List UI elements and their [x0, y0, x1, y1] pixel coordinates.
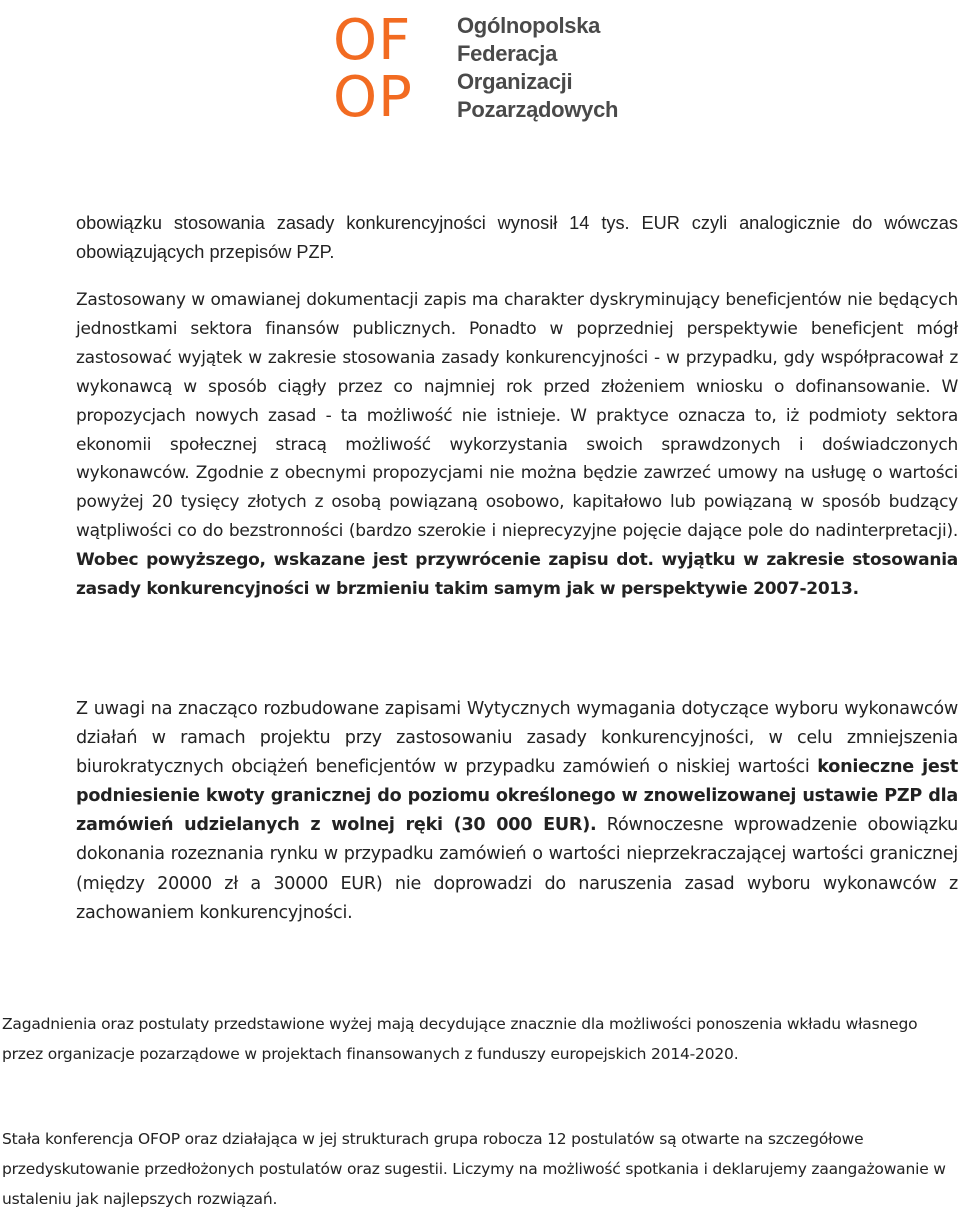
logo-word: Pozarządowych: [457, 97, 619, 122]
paragraph-discrimination: [76, 286, 958, 604]
paragraph-text: Z uwagi na znacząco rozbudowane zapisami Wytycznych wymagania dotyczące wyboru wykonawców działań w ramach projektu przy zastosowaniu zasady konkurencyjności, w celu zmniejszenia biurokratycznych obciążeń beneficjentów w przypadku zamówień o niskiej wartości: [76, 699, 958, 778]
paragraph-invitation: Stała konferencja OFOP oraz działająca w jej strukturach grupa robocza 12 postulatów są otwarte na szczegółowe przedyskutowanie przedłożonych postulatów oraz sugestii. Liczymy na możliwość spotkania i deklarujemy zaangażowanie w ustaleniu jak najlepszych rozwiązań.: [2, 1130, 946, 1208]
logo-word: Organizacji: [457, 69, 573, 94]
logo-mark: [333, 8, 451, 130]
paragraph-text: Zastosowany w omawianej dokumentacji zapis ma charakter dyskryminujący beneficjentów nie będących jednostkami sektora finansów publicznych. Ponadto w poprzedniej perspektywie beneficjent mógł zastosować wyjątek w zakresie stosowania zasady konkurencyjności - w przypadku, gdy współpracował z wykonawcą w sposób ciągły przez co najmniej rok przed złożeniem wniosku o dofinansowanie. W propozycjach nowych zasad - ta możliwość nie istnieje. W praktyce oznacza to, iż podmioty sektora ekonomii społecznej stracą możliwość wykorzystania swoich sprawdzonych i doświadczonych wykonawców. Zgodnie z obecnymi propozycjami nie można będzie zawrzeć umowy na usługę o wartości powyżej 20 tysięcy złotych z osobą powiązaną osobowo, kapitałowo lub powiązaną w sposób budzący wątpliwości co do bezstronności (bardzo szerokie i nieprecyzyjne pojęcie dające pole do nadinterpretacji).: [76, 290, 958, 542]
paragraph-bold-conclusion: konieczne jest podniesienie kwoty granicznej do poziomu określonego w znowelizowanej ustawie PZP dla zamówień udzielanych z wolnej ręki (30 000 EUR).: [76, 757, 958, 836]
logo-wordmark: [457, 12, 618, 124]
paragraph-threshold-increase: [76, 695, 958, 928]
ofop-logo: [333, 8, 623, 138]
paragraph-text: Równoczesne wprowadzenie obowiązku dokonania rozeznania rynku w przypadku zamówień o wartości nieprzekraczającej wartości granicznej (między 20000 zł a 30000 EUR) nie doprowadzi do naruszenia zasad wyboru wykonawców z zachowaniem konkurencyjności.: [76, 815, 958, 923]
logo-mark-line: OP: [333, 65, 413, 130]
logo-mark-line: OF: [333, 8, 412, 73]
paragraph-bold-conclusion: Wobec powyższego, wskazane jest przywrócenie zapisu dot. wyjątku w zakresie stosowania zasady konkurencyjności w brzmieniu takim samym jak w perspektywie 2007-2013.: [76, 550, 958, 600]
paragraph-threshold: obowiązku stosowania zasady konkurencyjności wynosił 14 tys. EUR czyli analogicznie do wówczas obowiązujących przepisów PZP.: [76, 213, 958, 262]
paragraph-summary: Zagadnienia oraz postulaty przedstawione wyżej mają decydujące znacznie dla możliwości ponoszenia wkładu własnego przez organizacje pozarządowe w projektach finansowanych z funduszy europejskich 2014-2020.: [2, 1015, 918, 1063]
logo-word: Federacja: [457, 41, 558, 66]
logo-word: Ogólnopolska: [457, 13, 601, 38]
